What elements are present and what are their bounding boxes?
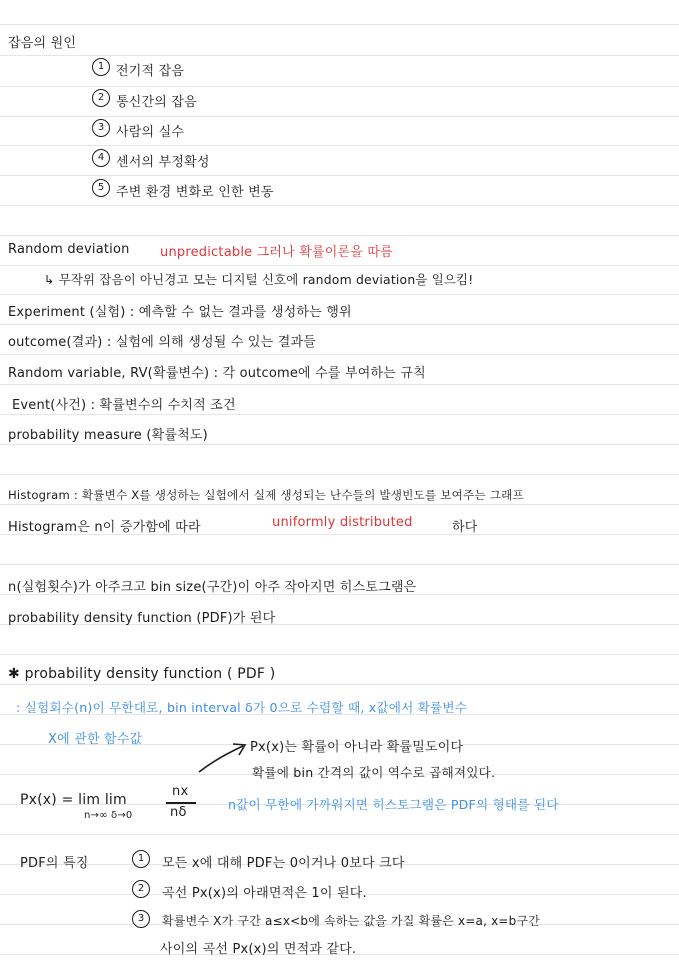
histogram-highlight: uniformly distributed	[272, 515, 413, 530]
formula-limits: n→∞ δ→0	[84, 810, 133, 821]
feature-text: 곡선 Px(x)의 아래면적은 1이 된다.	[162, 886, 367, 901]
histogram-prefix: Histogram은 n이 증가함에 따라	[8, 520, 201, 535]
feature-item-3-continued: 사이의 곡선 Px(x)의 면적과 같다.	[160, 942, 357, 957]
fraction-bar	[166, 802, 196, 804]
bin-note-line2: probability density function (PDF)가 된다	[8, 611, 276, 626]
cause-text: 전기적 잡음	[116, 64, 185, 79]
bin-note-line1: n(실험횟수)가 아주크고 bin size(구간)이 아주 작아지면 히스토그램은	[8, 580, 417, 595]
histogram-definition: Histogram : 확률변수 X를 생성하는 실험에서 실제 생성되는 난수들의 발생빈도를 보여주는 그래프	[8, 488, 524, 502]
cause-text: 주변 환경 변화로 인한 변동	[116, 185, 274, 200]
pointer-arrow-icon	[195, 740, 255, 776]
circle-number: 1	[132, 850, 150, 868]
feature-text: 모든 x에 대해 PDF는 0이거나 0보다 크다	[162, 856, 405, 871]
cause-text: 통신간의 잡음	[116, 95, 197, 110]
pdf-note-line1: Px(x)는 확률이 아니라 확률밀도이다	[250, 740, 464, 755]
causes-title: 잡음의 원인	[8, 36, 77, 51]
circle-number: 4	[92, 149, 110, 167]
circle-number: 2	[132, 880, 150, 898]
histogram-suffix: 하다	[452, 520, 478, 535]
cause-text: 센서의 부정확성	[116, 155, 210, 170]
formula-note: n값이 무한에 가까워지면 히스토그램은 PDF의 형태를 된다	[228, 797, 559, 812]
random-label: Random deviation	[8, 242, 130, 257]
definition-random-variable: Random variable, RV(확률변수) : 각 outcome에 수를 부여하는 규칙	[8, 366, 426, 381]
definition-probability-measure: probability measure (확률척도)	[8, 428, 208, 443]
pdf-definition-line2: X에 관한 함수값	[48, 732, 143, 747]
circle-number: 3	[92, 119, 110, 137]
definition-outcome: outcome(결과) : 실험에 의해 생성될 수 있는 결과들	[8, 335, 317, 350]
definition-event: Event(사건) : 확률변수의 수치적 조건	[12, 398, 236, 413]
formula-denominator: nδ	[170, 805, 187, 820]
circle-number: 1	[92, 58, 110, 76]
cause-text: 사람의 실수	[116, 125, 185, 140]
pdf-definition-line1: : 실험회수(n)이 무한대로, bin interval δ가 0으로 수렴할 때, x값에서 확률변수	[16, 700, 468, 715]
formula-left: Px(x) = lim lim	[20, 792, 127, 808]
random-note: ↳ 무작위 잡음이 아닌경고 모는 디지털 신호에 random deviation을 일으킴!	[44, 272, 474, 287]
features-title: PDF의 특징	[20, 856, 89, 871]
formula-numerator: nx	[172, 784, 189, 799]
definition-experiment: Experiment (실험) : 예측할 수 없는 결과를 생성하는 행위	[8, 305, 352, 320]
pdf-title: ✱ probability density function ( PDF )	[8, 666, 276, 682]
circle-number: 2	[92, 89, 110, 107]
circle-number: 3	[132, 910, 150, 928]
pdf-note-line2: 확률에 bin 간격의 값이 역수로 곱해져있다.	[252, 765, 496, 780]
random-highlight: unpredictable 그러나 확률이론을 따름	[160, 245, 393, 260]
circle-number: 5	[92, 179, 110, 197]
feature-text: 확률변수 X가 구간 a≤x<b에 속하는 값을 가질 확률은 x=a, x=b구간	[162, 914, 541, 928]
